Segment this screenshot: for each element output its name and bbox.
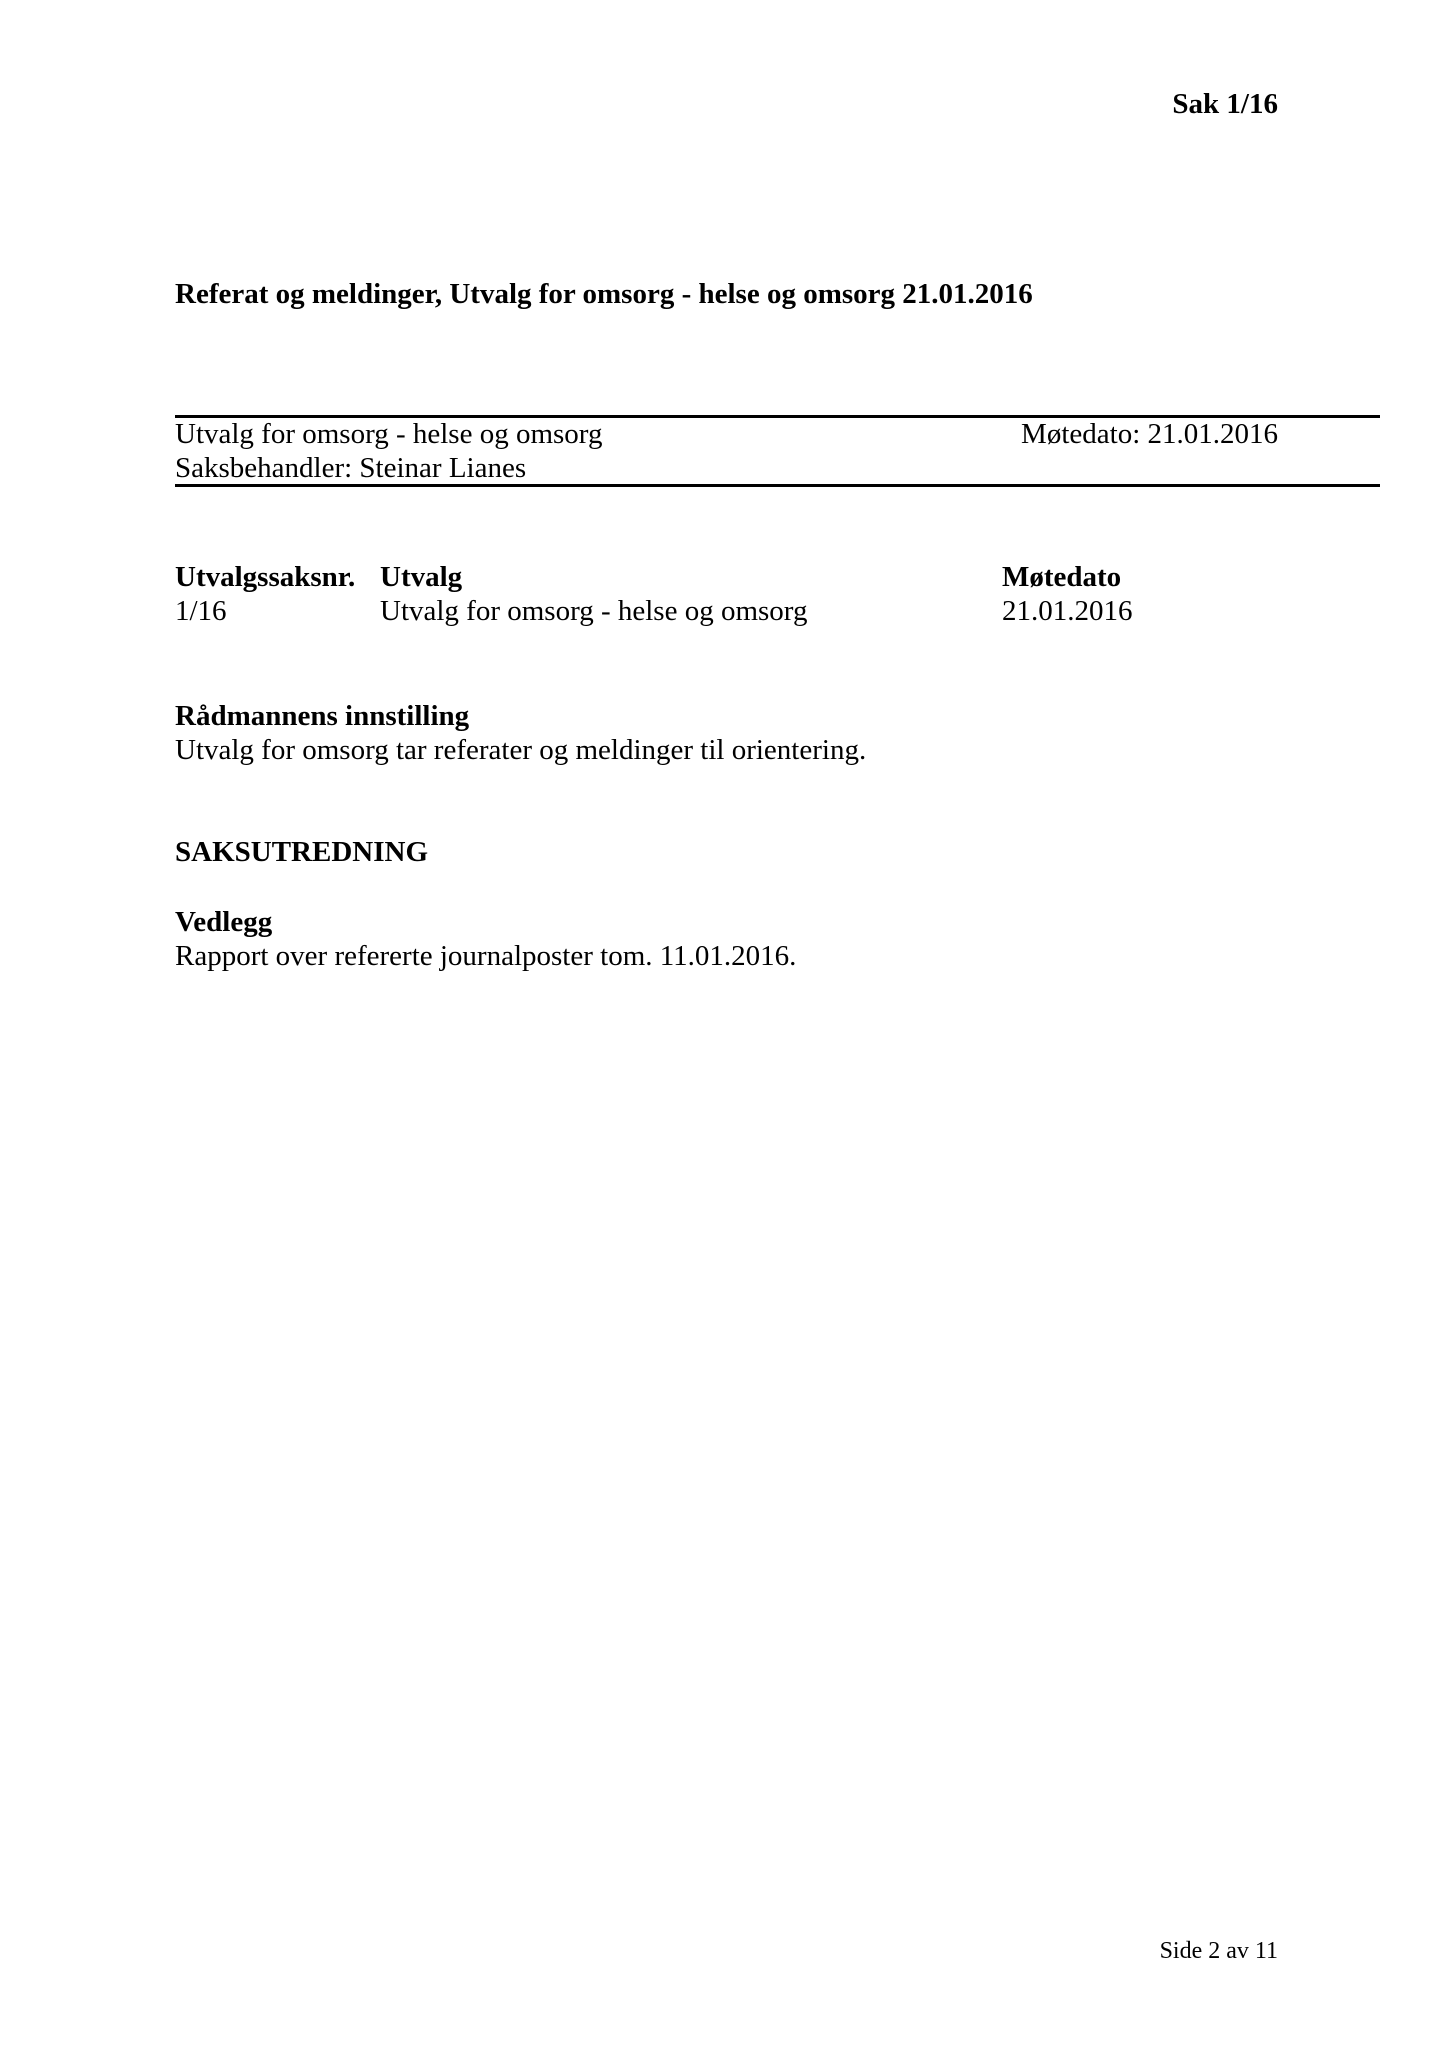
meta-committee: Utvalg for omsorg - helse og omsorg: [175, 418, 603, 450]
document-title: Referat og meldinger, Utvalg for omsorg - helse og omsorg 21.01.2016: [175, 278, 1033, 310]
table-cell-committee: Utvalg for omsorg - helse og omsorg: [380, 595, 808, 627]
table-header-committee: Utvalg: [380, 561, 463, 593]
attachments-heading: Vedlegg: [175, 906, 273, 938]
saksutredning-heading: SAKSUTREDNING: [175, 836, 428, 868]
meta-case-handler: Saksbehandler: Steinar Lianes: [175, 452, 527, 484]
recommendation-heading: Rådmannens innstilling: [175, 700, 470, 732]
table-header-case-number: Utvalgssaksnr.: [175, 561, 356, 593]
table-cell-meeting-date: 21.01.2016: [1002, 595, 1133, 627]
case-reference: Sak 1/16: [1172, 88, 1278, 120]
page-number: Side 2 av 11: [1159, 1938, 1278, 1964]
meta-meeting-date: Møtedato: 21.01.2016: [1021, 418, 1278, 450]
recommendation-text: Utvalg for omsorg tar referater og meldinger til orientering.: [175, 734, 867, 766]
table-cell-case-number: 1/16: [175, 595, 227, 627]
meta-divider-bottom: [175, 484, 1380, 487]
table-header-meeting-date: Møtedato: [1002, 561, 1122, 593]
attachments-text: Rapport over refererte journalposter tom. 11.01.2016.: [175, 940, 797, 972]
